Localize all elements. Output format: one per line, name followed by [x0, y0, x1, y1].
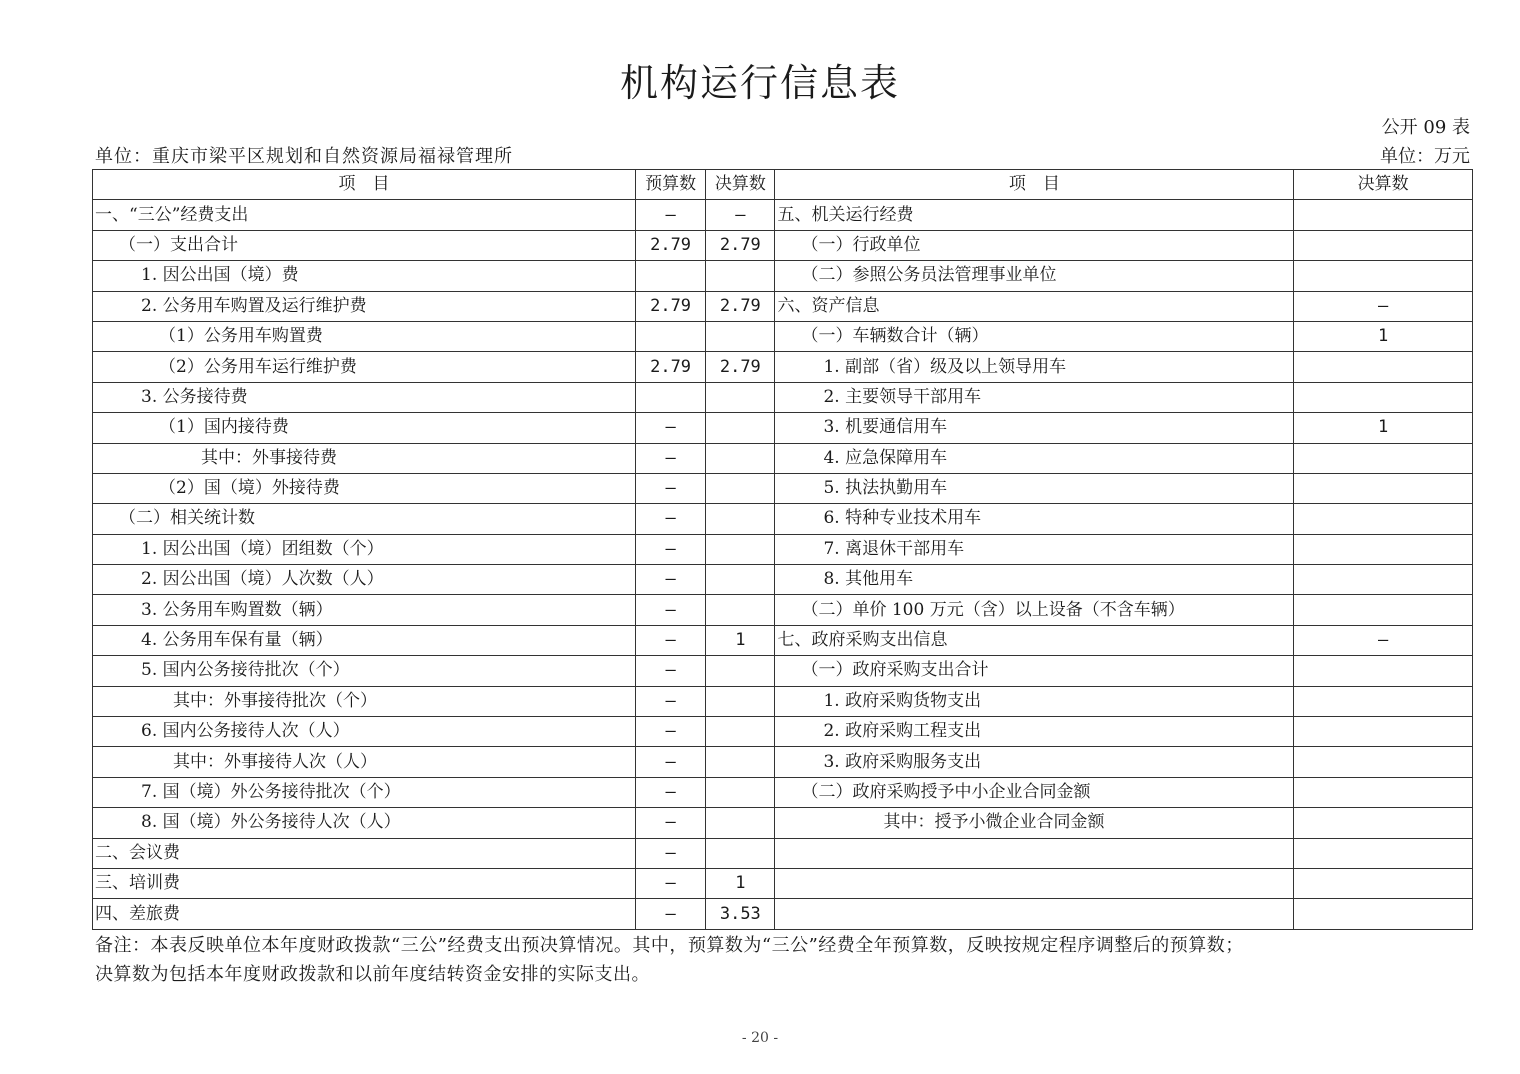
- cell-left-budget: —: [635, 717, 705, 747]
- cell-left-item: （2）国（境）外接待费: [93, 473, 636, 503]
- cell-right-item: 六、资产信息: [775, 291, 1294, 321]
- table-row: [93, 899, 1473, 929]
- cell-left-item: 三、培训费: [93, 868, 636, 898]
- cell-right-item: 5. 执法执勤用车: [775, 473, 1294, 503]
- cell-left-budget: —: [635, 504, 705, 534]
- cell-left-budget: —: [635, 747, 705, 777]
- cell-left-budget: —: [635, 686, 705, 716]
- header-right-item: 项 目: [775, 170, 1294, 200]
- cell-left-final: 1: [706, 625, 775, 655]
- table-row: [93, 352, 1473, 382]
- table-row: [93, 656, 1473, 686]
- cell-left-budget: 2.79: [635, 291, 705, 321]
- cell-left-item: （2）公务用车运行维护费: [93, 352, 636, 382]
- cell-right-final: [1294, 656, 1473, 686]
- cell-right-item: 3. 政府采购服务支出: [775, 747, 1294, 777]
- cell-left-final: 2.79: [706, 230, 775, 260]
- cell-right-item: 其中：授予小微企业合同金额: [775, 808, 1294, 838]
- cell-left-budget: [635, 321, 705, 351]
- unit-organization: 单位：重庆市梁平区规划和自然资源局福禄管理所: [95, 146, 513, 167]
- cell-left-final: —: [706, 200, 775, 230]
- cell-left-item: （二）相关统计数: [93, 504, 636, 534]
- table-row: [93, 382, 1473, 412]
- cell-right-item: （二）政府采购授予中小企业合同金额: [775, 777, 1294, 807]
- cell-left-final: [706, 504, 775, 534]
- page-number: - 20 -: [741, 1030, 779, 1046]
- cell-right-item: [775, 899, 1294, 929]
- cell-left-final: [706, 382, 775, 412]
- cell-right-final: [1294, 382, 1473, 412]
- cell-left-item: 2. 因公出国（境）人次数（人）: [93, 565, 636, 595]
- cell-left-final: [706, 473, 775, 503]
- table-row: [93, 230, 1473, 260]
- table-row: [93, 534, 1473, 564]
- cell-left-final: [706, 686, 775, 716]
- cell-right-item: （一）政府采购支出合计: [775, 656, 1294, 686]
- table-row: [93, 565, 1473, 595]
- cell-left-budget: —: [635, 899, 705, 929]
- cell-left-item: 5. 国内公务接待批次（个）: [93, 656, 636, 686]
- cell-left-item: 其中：外事接待批次（个）: [93, 686, 636, 716]
- cell-left-final: [706, 808, 775, 838]
- cell-right-final: [1294, 504, 1473, 534]
- cell-left-final: [706, 321, 775, 351]
- cell-left-budget: —: [635, 808, 705, 838]
- table-row: [93, 777, 1473, 807]
- table-header-row: [93, 170, 1473, 200]
- cell-left-final: [706, 717, 775, 747]
- table-row: [93, 868, 1473, 898]
- cell-left-budget: —: [635, 868, 705, 898]
- cell-right-final: [1294, 261, 1473, 291]
- table-row: [93, 413, 1473, 443]
- cell-right-item: 4. 应急保障用车: [775, 443, 1294, 473]
- cell-left-budget: [635, 382, 705, 412]
- cell-right-final: [1294, 534, 1473, 564]
- cell-left-budget: 2.79: [635, 230, 705, 260]
- cell-right-item: 8. 其他用车: [775, 565, 1294, 595]
- table-body: [93, 200, 1473, 929]
- cell-left-item: 7. 国（境）外公务接待批次（个）: [93, 777, 636, 807]
- cell-left-budget: —: [635, 565, 705, 595]
- footnote-line-1: 备注：本表反映单位本年度财政拨款“三公”经费支出预决算情况。其中，预算数为“三公”经费全年预算数，反映按规定程序调整后的预算数；: [95, 935, 1244, 956]
- unit-currency: 单位：万元: [1380, 146, 1470, 167]
- cell-left-budget: —: [635, 838, 705, 868]
- cell-left-final: [706, 443, 775, 473]
- cell-right-final: —: [1294, 625, 1473, 655]
- form-code: 公开 09 表: [1381, 117, 1470, 138]
- cell-right-final: [1294, 200, 1473, 230]
- cell-right-final: [1294, 595, 1473, 625]
- cell-left-budget: —: [635, 595, 705, 625]
- cell-right-item: 2. 主要领导干部用车: [775, 382, 1294, 412]
- cell-right-final: 1: [1294, 413, 1473, 443]
- cell-left-item: 1. 因公出国（境）费: [93, 261, 636, 291]
- cell-left-item: 四、差旅费: [93, 899, 636, 929]
- cell-right-item: 7. 离退休干部用车: [775, 534, 1294, 564]
- cell-right-final: [1294, 747, 1473, 777]
- cell-right-item: 2. 政府采购工程支出: [775, 717, 1294, 747]
- table-row: [93, 321, 1473, 351]
- cell-left-item: （1）国内接待费: [93, 413, 636, 443]
- header-right-final: 决算数: [1294, 170, 1473, 200]
- cell-right-final: [1294, 899, 1473, 929]
- footnote: [95, 931, 1475, 989]
- cell-right-item: 6. 特种专业技术用车: [775, 504, 1294, 534]
- table-row: [93, 473, 1473, 503]
- cell-right-item: （二）参照公务员法管理事业单位: [775, 261, 1294, 291]
- cell-right-final: [1294, 717, 1473, 747]
- header-left-item: 项 目: [93, 170, 636, 200]
- cell-right-final: —: [1294, 291, 1473, 321]
- table-row: [93, 200, 1473, 230]
- cell-right-item: [775, 868, 1294, 898]
- cell-left-budget: —: [635, 534, 705, 564]
- table-row: [93, 504, 1473, 534]
- operation-info-table: [92, 169, 1473, 930]
- cell-right-final: [1294, 352, 1473, 382]
- table-row: [93, 747, 1473, 777]
- cell-right-item: （一）行政单位: [775, 230, 1294, 260]
- cell-right-final: [1294, 443, 1473, 473]
- cell-left-final: [706, 838, 775, 868]
- cell-left-final: [706, 595, 775, 625]
- cell-left-item: （一）支出合计: [93, 230, 636, 260]
- cell-left-budget: [635, 261, 705, 291]
- table-row: [93, 625, 1473, 655]
- cell-left-final: [706, 261, 775, 291]
- cell-right-item: [775, 838, 1294, 868]
- table-row: [93, 838, 1473, 868]
- cell-left-final: [706, 413, 775, 443]
- cell-right-item: （一）车辆数合计（辆）: [775, 321, 1294, 351]
- cell-right-final: [1294, 230, 1473, 260]
- cell-right-final: [1294, 808, 1473, 838]
- cell-right-item: 五、机关运行经费: [775, 200, 1294, 230]
- cell-right-final: [1294, 868, 1473, 898]
- cell-left-item: 6. 国内公务接待人次（人）: [93, 717, 636, 747]
- cell-left-item: 8. 国（境）外公务接待人次（人）: [93, 808, 636, 838]
- table-row: [93, 717, 1473, 747]
- cell-left-final: [706, 747, 775, 777]
- cell-right-final: 1: [1294, 321, 1473, 351]
- cell-left-item: 二、会议费: [93, 838, 636, 868]
- header-left-final: 决算数: [706, 170, 775, 200]
- cell-right-final: [1294, 686, 1473, 716]
- cell-left-final: 1: [706, 868, 775, 898]
- header-left-budget: 预算数: [635, 170, 705, 200]
- cell-left-final: [706, 565, 775, 595]
- cell-left-final: [706, 656, 775, 686]
- cell-right-item: 1. 政府采购货物支出: [775, 686, 1294, 716]
- cell-left-item: 3. 公务接待费: [93, 382, 636, 412]
- cell-left-item: 其中：外事接待费: [93, 443, 636, 473]
- cell-left-budget: —: [635, 443, 705, 473]
- table-row: [93, 686, 1473, 716]
- table-row: [93, 261, 1473, 291]
- cell-left-budget: 2.79: [635, 352, 705, 382]
- table-row: [93, 595, 1473, 625]
- cell-left-final: 2.79: [706, 291, 775, 321]
- cell-left-item: 一、“三公”经费支出: [93, 200, 636, 230]
- cell-left-budget: —: [635, 200, 705, 230]
- cell-right-item: 1. 副部（省）级及以上领导用车: [775, 352, 1294, 382]
- cell-left-item: 1. 因公出国（境）团组数（个）: [93, 534, 636, 564]
- cell-right-item: 3. 机要通信用车: [775, 413, 1294, 443]
- page-title: 机构运行信息表: [619, 61, 900, 105]
- footnote-line-2: 决算数为包括本年度财政拨款和以前年度结转资金安排的实际支出。: [95, 964, 650, 985]
- cell-left-budget: —: [635, 413, 705, 443]
- table-row: [93, 808, 1473, 838]
- cell-left-budget: —: [635, 625, 705, 655]
- cell-left-budget: —: [635, 473, 705, 503]
- table-row: [93, 291, 1473, 321]
- cell-right-final: [1294, 838, 1473, 868]
- cell-right-final: [1294, 777, 1473, 807]
- cell-left-final: 2.79: [706, 352, 775, 382]
- cell-left-budget: —: [635, 656, 705, 686]
- cell-left-item: 其中：外事接待人次（人）: [93, 747, 636, 777]
- cell-right-final: [1294, 565, 1473, 595]
- cell-right-item: （二）单价 100 万元（含）以上设备（不含车辆）: [775, 595, 1294, 625]
- cell-left-item: （1）公务用车购置费: [93, 321, 636, 351]
- cell-left-item: 4. 公务用车保有量（辆）: [93, 625, 636, 655]
- cell-left-item: 2. 公务用车购置及运行维护费: [93, 291, 636, 321]
- cell-left-item: 3. 公务用车购置数（辆）: [93, 595, 636, 625]
- cell-left-final: 3.53: [706, 899, 775, 929]
- cell-right-item: 七、政府采购支出信息: [775, 625, 1294, 655]
- table-row: [93, 443, 1473, 473]
- cell-left-budget: —: [635, 777, 705, 807]
- cell-left-final: [706, 534, 775, 564]
- cell-left-final: [706, 777, 775, 807]
- cell-right-final: [1294, 473, 1473, 503]
